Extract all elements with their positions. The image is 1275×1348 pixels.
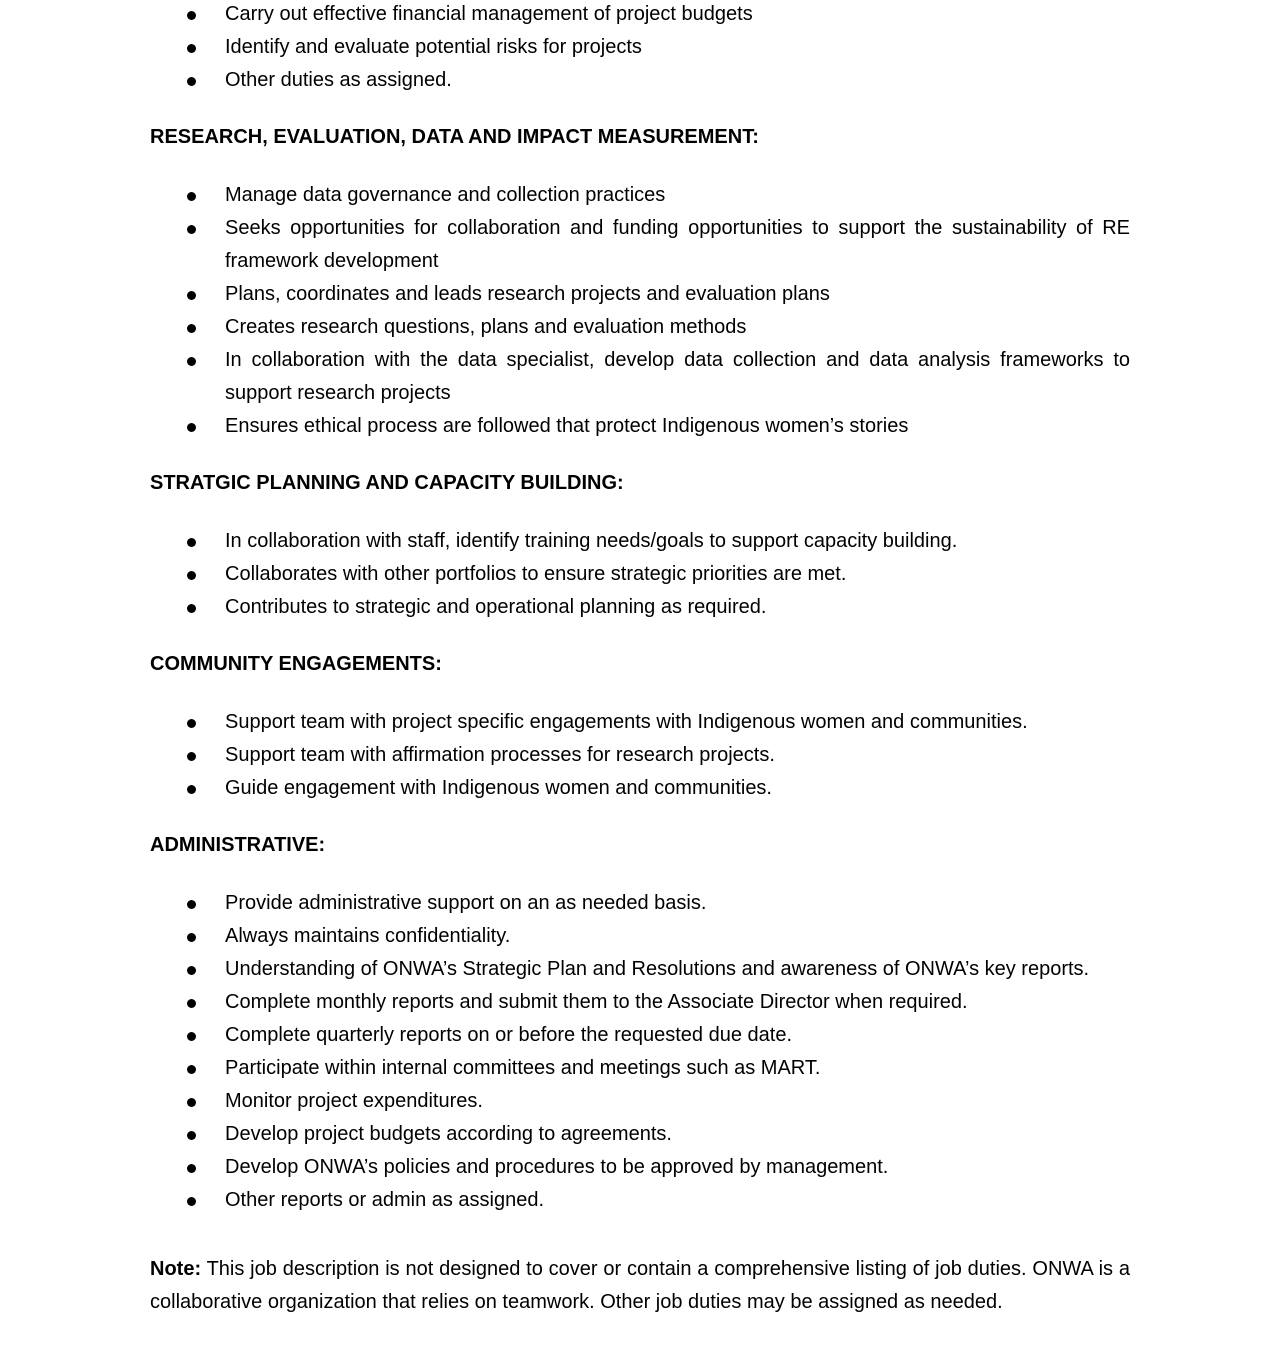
note-paragraph bbox=[150, 1253, 1130, 1319]
note-label: Note: bbox=[150, 1258, 202, 1280]
section-heading-community-engagements: COMMUNITY ENGAGEMENTS: bbox=[150, 653, 442, 675]
document-content bbox=[150, 0, 1130, 1339]
list-item: Guide engagement with Indigenous women and communities. bbox=[150, 772, 1130, 805]
bullet-icon bbox=[187, 785, 196, 794]
bullet-icon bbox=[187, 1098, 196, 1107]
list-item: Provide administrative support on an as needed basis. bbox=[150, 887, 1130, 920]
administrative-list bbox=[150, 887, 1130, 1217]
list-item: Seeks opportunities for collaboration and funding opportunities to support the sustainability of RE framework development bbox=[150, 212, 1130, 278]
bullet-icon bbox=[187, 44, 196, 53]
bullet-icon bbox=[187, 1131, 196, 1140]
strategic-planning-list bbox=[150, 525, 1130, 624]
bullet-icon bbox=[187, 538, 196, 547]
bullet-icon bbox=[187, 604, 196, 613]
list-item: Develop project budgets according to agreements. bbox=[150, 1118, 1130, 1151]
research-list bbox=[150, 179, 1130, 443]
list-item: Creates research questions, plans and evaluation methods bbox=[150, 311, 1130, 344]
bullet-icon bbox=[187, 1065, 196, 1074]
bullet-icon bbox=[187, 999, 196, 1008]
list-item: Other reports or admin as assigned. bbox=[150, 1184, 1130, 1217]
bullet-icon bbox=[187, 1197, 196, 1206]
bullet-icon bbox=[187, 933, 196, 942]
list-item: Participate within internal committees and meetings such as MART. bbox=[150, 1052, 1130, 1085]
bullet-icon bbox=[187, 966, 196, 975]
bullet-icon bbox=[187, 719, 196, 728]
bullet-icon bbox=[187, 225, 196, 234]
section-heading-research: RESEARCH, EVALUATION, DATA AND IMPACT MEASUREMENT: bbox=[150, 126, 759, 148]
bullet-icon bbox=[187, 11, 196, 20]
bullet-icon bbox=[187, 291, 196, 300]
bullet-icon bbox=[187, 77, 196, 86]
bullet-icon bbox=[187, 423, 196, 432]
bullet-icon bbox=[187, 1032, 196, 1041]
list-item: Complete quarterly reports on or before the requested due date. bbox=[150, 1019, 1130, 1052]
note-text: This job description is not designed to cover or contain a comprehensive listing of job duties. ONWA is a collaborative organization that relies on teamwork. Other job duties may be assigned as needed. bbox=[150, 1258, 1130, 1313]
list-item: Develop ONWA’s policies and procedures to be approved by management. bbox=[150, 1151, 1130, 1184]
list-item: Monitor project expenditures. bbox=[150, 1085, 1130, 1118]
bullet-icon bbox=[187, 192, 196, 201]
list-item: Contributes to strategic and operational planning as required. bbox=[150, 591, 1130, 624]
community-engagements-list bbox=[150, 706, 1130, 805]
list-item: Plans, coordinates and leads research projects and evaluation plans bbox=[150, 278, 1130, 311]
list-item: Always maintains confidentiality. bbox=[150, 920, 1130, 953]
bullet-icon bbox=[187, 1164, 196, 1173]
list-item: Manage data governance and collection practices bbox=[150, 179, 1130, 212]
list-item: Collaborates with other portfolios to ensure strategic priorities are met. bbox=[150, 558, 1130, 591]
list-item: Ensures ethical process are followed that protect Indigenous women’s stories bbox=[150, 410, 1130, 443]
list-item: In collaboration with the data specialist, develop data collection and data analysis frameworks to support research projects bbox=[150, 344, 1130, 410]
list-item: Identify and evaluate potential risks for projects bbox=[150, 31, 1130, 64]
list-item: Support team with affirmation processes for research projects. bbox=[150, 739, 1130, 772]
intro-list bbox=[150, 0, 1130, 97]
list-item: In collaboration with staff, identify training needs/goals to support capacity building. bbox=[150, 525, 1130, 558]
list-item: Carry out effective financial management of project budgets bbox=[150, 0, 1130, 31]
list-item: Understanding of ONWA’s Strategic Plan and Resolutions and awareness of ONWA’s key reports. bbox=[150, 953, 1130, 986]
bullet-icon bbox=[187, 357, 196, 366]
section-heading-administrative: ADMINISTRATIVE: bbox=[150, 834, 326, 856]
bullet-icon bbox=[187, 571, 196, 580]
list-item: Other duties as assigned. bbox=[150, 64, 1130, 97]
bullet-icon bbox=[187, 324, 196, 333]
bullet-icon bbox=[187, 752, 196, 761]
list-item: Complete monthly reports and submit them to the Associate Director when required. bbox=[150, 986, 1130, 1019]
bullet-icon bbox=[187, 900, 196, 909]
list-item: Support team with project specific engagements with Indigenous women and communities. bbox=[150, 706, 1130, 739]
section-heading-strategic-planning: STRATGIC PLANNING AND CAPACITY BUILDING: bbox=[150, 472, 624, 494]
